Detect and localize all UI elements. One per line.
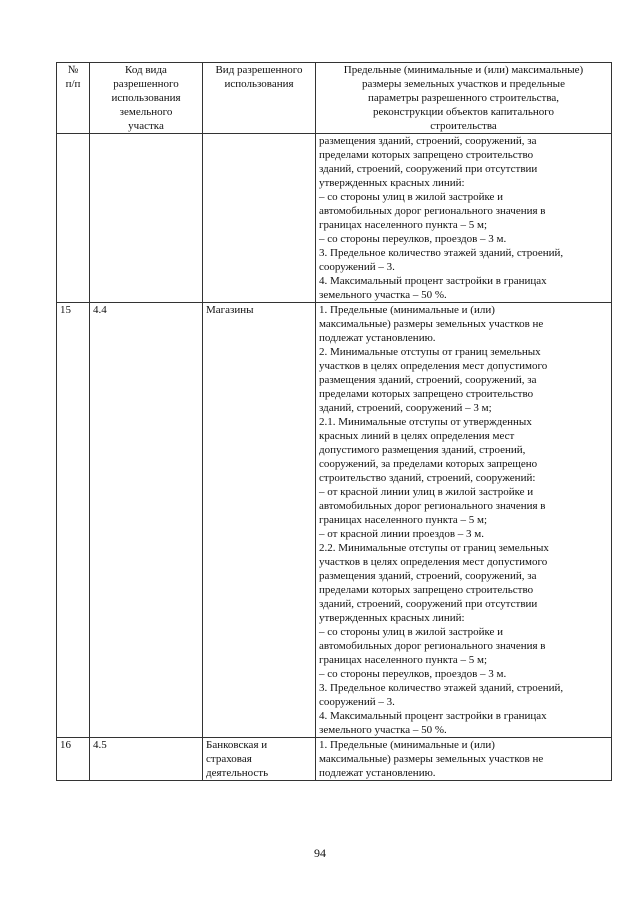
parameter-line: – со стороны улиц в жилой застройке и	[319, 191, 504, 203]
regulations-table	[56, 62, 612, 781]
parameter-line: утвержденных красных линий:	[319, 612, 465, 624]
parameter-line: зданий, строений, сооружений – 3 м;	[319, 402, 492, 414]
parameter-line: красных линий в целях определения мест	[319, 430, 515, 442]
cell-parameters	[316, 738, 612, 781]
use-type-line: Магазины	[206, 304, 254, 316]
header-line: участка	[128, 120, 164, 132]
header-line: №	[67, 64, 79, 76]
parameter-line: сооружений – 3.	[319, 696, 395, 708]
cell-num: 15	[57, 303, 90, 738]
cell-parameters	[316, 134, 612, 303]
parameter-line: 3. Предельное количество этажей зданий, строений,	[319, 247, 564, 259]
parameter-line: допустимого размещения зданий, строений,	[319, 444, 526, 456]
header-line: Предельные (минимальные и (или) максимальные)	[343, 64, 584, 76]
parameter-line: строительство зданий, строений, сооружений:	[319, 472, 536, 484]
parameter-line: – со стороны улиц в жилой застройке и	[319, 626, 504, 638]
table-header	[57, 63, 612, 134]
parameter-line: 1. Предельные (минимальные и (или)	[319, 739, 495, 751]
parameter-line: границах населенного пункта – 5 м;	[319, 514, 488, 526]
cell-code: 4.4	[90, 303, 203, 738]
cell-parameters	[316, 303, 612, 738]
parameter-line: 1. Предельные (минимальные и (или)	[319, 304, 495, 316]
parameter-line: – со стороны переулков, проездов – 3 м.	[319, 233, 507, 245]
parameter-line: границах населенного пункта – 5 м;	[319, 219, 488, 231]
parameter-line: максимальные) размеры земельных участков не	[319, 318, 544, 330]
parameter-line: автомобильных дорог регионального значения в	[319, 205, 546, 217]
parameter-line: 4. Максимальный процент застройки в границах	[319, 710, 547, 722]
header-line: земельного	[119, 106, 173, 118]
parameter-line: подлежат установлению.	[319, 332, 436, 344]
header-line: п/п	[65, 78, 81, 90]
parameter-line: сооружений, за пределами которых запрещено	[319, 458, 538, 470]
parameter-line: максимальные) размеры земельных участков не	[319, 753, 544, 765]
header-cell-params	[316, 63, 612, 134]
parameter-line: подлежат установлению.	[319, 767, 436, 779]
parameter-line: 2.2. Минимальные отступы от границ земельных	[319, 542, 549, 554]
parameter-line: размещения зданий, строений, сооружений, за	[319, 570, 537, 582]
parameter-line: – со стороны переулков, проездов – 3 м.	[319, 668, 507, 680]
parameter-line: пределами которых запрещено строительство	[319, 584, 534, 596]
parameter-line: – от красной линии проездов – 3 м.	[319, 528, 485, 540]
table-body	[57, 134, 612, 781]
parameter-line: сооружений – 3.	[319, 261, 395, 273]
header-line: Код вида	[125, 64, 167, 76]
use-type-line: страховая	[206, 753, 252, 765]
cell-code: 4.5	[90, 738, 203, 781]
header-cell-num	[57, 63, 90, 134]
table-row	[57, 738, 612, 781]
header-line: использования	[224, 78, 294, 90]
table-row	[57, 303, 612, 738]
header-line: строительства	[430, 120, 497, 132]
header-line: разрешенного	[113, 78, 179, 90]
parameter-line: 3. Предельное количество этажей зданий, строений,	[319, 682, 564, 694]
cell-num	[57, 134, 90, 303]
header-line: реконструкции объектов капитального	[373, 106, 554, 118]
parameter-line: зданий, строений, сооружений при отсутствии	[319, 598, 538, 610]
parameter-line: пределами которых запрещено строительство	[319, 149, 534, 161]
header-line: Вид разрешенного	[215, 64, 303, 76]
header-cell-code	[90, 63, 203, 134]
parameter-line: пределами которых запрещено строительство	[319, 388, 534, 400]
parameter-line: границах населенного пункта – 5 м;	[319, 654, 488, 666]
header-line: параметры разрешенного строительства,	[367, 92, 560, 104]
parameter-line: автомобильных дорог регионального значения в	[319, 500, 546, 512]
parameter-line: земельного участка – 50 %.	[319, 289, 447, 301]
cell-use-type	[203, 134, 316, 303]
parameter-line: автомобильных дорог регионального значения в	[319, 640, 546, 652]
parameter-line: участков в целях определения мест допустимого	[319, 556, 548, 568]
parameter-line: размещения зданий, строений, сооружений, за	[319, 135, 537, 147]
use-type-line: Банковская и	[206, 739, 268, 751]
parameter-line: 2.1. Минимальные отступы от утвержденных	[319, 416, 532, 428]
parameter-line: 4. Максимальный процент застройки в границах	[319, 275, 547, 287]
page-number: 94	[314, 846, 326, 860]
header-cell-type	[203, 63, 316, 134]
parameter-line: 2. Минимальные отступы от границ земельных	[319, 346, 541, 358]
header-line: использования	[111, 92, 181, 104]
cell-use-type	[203, 303, 316, 738]
use-type-line: деятельность	[206, 767, 269, 779]
table-row	[57, 134, 612, 303]
cell-code	[90, 134, 203, 303]
parameter-line: земельного участка – 50 %.	[319, 724, 447, 736]
parameter-line: участков в целях определения мест допустимого	[319, 360, 548, 372]
parameter-line: зданий, строений, сооружений при отсутствии	[319, 163, 538, 175]
parameter-line: размещения зданий, строений, сооружений, за	[319, 374, 537, 386]
parameter-line: утвержденных красных линий:	[319, 177, 465, 189]
cell-use-type	[203, 738, 316, 781]
cell-num: 16	[57, 738, 90, 781]
header-row	[57, 63, 612, 134]
header-line: размеры земельных участков и предельные	[362, 78, 565, 90]
parameter-line: – от красной линии улиц в жилой застройке и	[319, 486, 534, 498]
